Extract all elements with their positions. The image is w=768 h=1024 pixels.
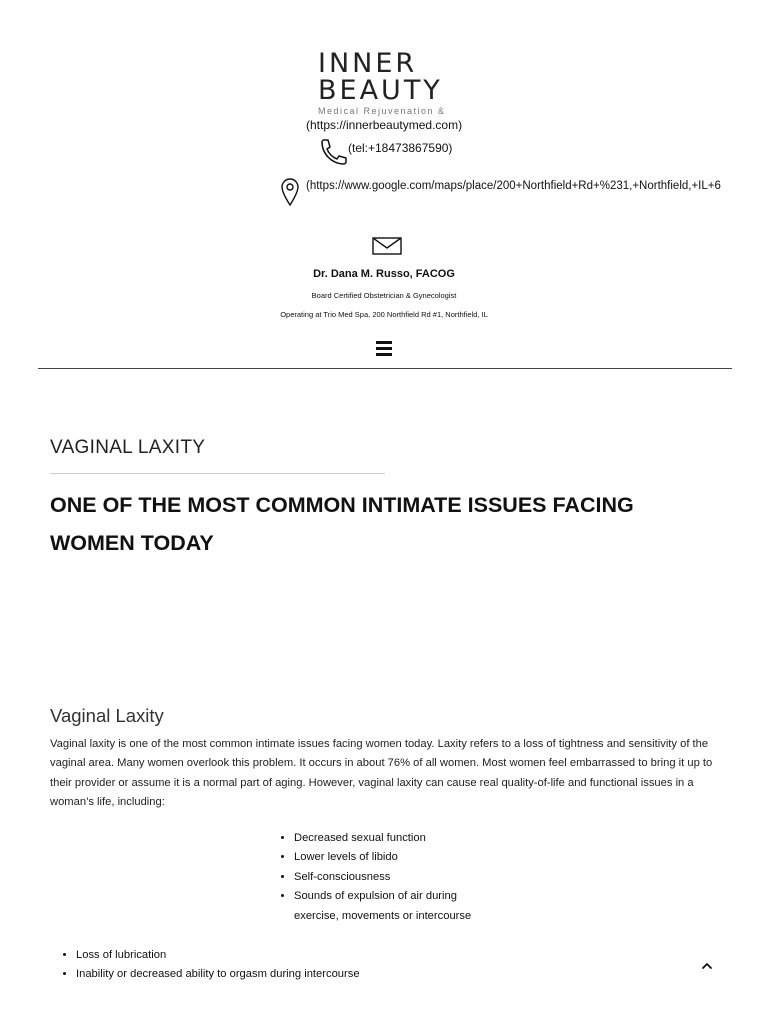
page-headline: ONE OF THE MOST COMMON INTIMATE ISSUES FACING WOMEN TODAY [50, 493, 634, 555]
list-item: • Loss of lubrication [76, 946, 496, 965]
symptom-list [276, 829, 504, 926]
menu-bar [376, 353, 392, 356]
list-item: • Sounds of expulsion of air during exercise, movements or intercourse [294, 887, 504, 926]
list-item: • Lower levels of libido [294, 848, 504, 867]
list-item: • Inability or decreased ability to orgasm during intercourse [76, 965, 496, 984]
operating-location: Operating at Trio Med Spa, 200 Northfield Rd #1, Northfield, IL [280, 310, 488, 319]
page-kicker: VAGINAL LAXITY [50, 437, 206, 458]
phone-icon[interactable] [318, 137, 348, 167]
logo-link[interactable]: (https://innerbeautymed.com) [306, 118, 463, 132]
logo-line-1: INNER [318, 48, 418, 79]
logo[interactable] [318, 50, 458, 116]
menu-bar [376, 341, 392, 344]
hamburger-menu-icon[interactable] [376, 341, 392, 357]
logo-tagline: Medical Rejuvenation & [318, 106, 446, 116]
map-link[interactable]: (https://www.google.com/maps/place/200+Northfield+Rd+%231,+Northfield,+IL+6 [306, 180, 721, 192]
doctor-name: Dr. Dana M. Russo, FACOG [313, 268, 455, 280]
mail-icon[interactable] [372, 236, 402, 256]
intro-paragraph: Vaginal laxity is one of the most common intimate issues facing women today. Laxity refers to a loss of tightness and sensitivity of the vaginal area. Many women overlook this problem. It occurs in about 76% of all women. Most women feel embarrassed to bring it up to their provider or assume it is a normal part of aging. However, vaginal laxity can cause real quality-of-life and functional issues in a woman’s life, including: [50, 738, 713, 809]
phone-link[interactable]: (tel:+18473867590) [348, 141, 453, 155]
list-item: • Self-consciousness [294, 868, 504, 887]
chevron-up-icon[interactable] [698, 957, 716, 975]
section-title: Vaginal Laxity [50, 705, 164, 726]
doctor-credential: Board Certified Obstetrician & Gynecologist [311, 291, 457, 300]
kicker-divider [50, 473, 385, 474]
header-divider [38, 368, 732, 369]
menu-bar [376, 347, 392, 350]
map-pin-icon[interactable] [280, 177, 300, 207]
logo-line-2: BEAUTY [318, 75, 443, 106]
symptom-list-continued [58, 946, 496, 985]
list-item: • Decreased sexual function [294, 829, 504, 848]
